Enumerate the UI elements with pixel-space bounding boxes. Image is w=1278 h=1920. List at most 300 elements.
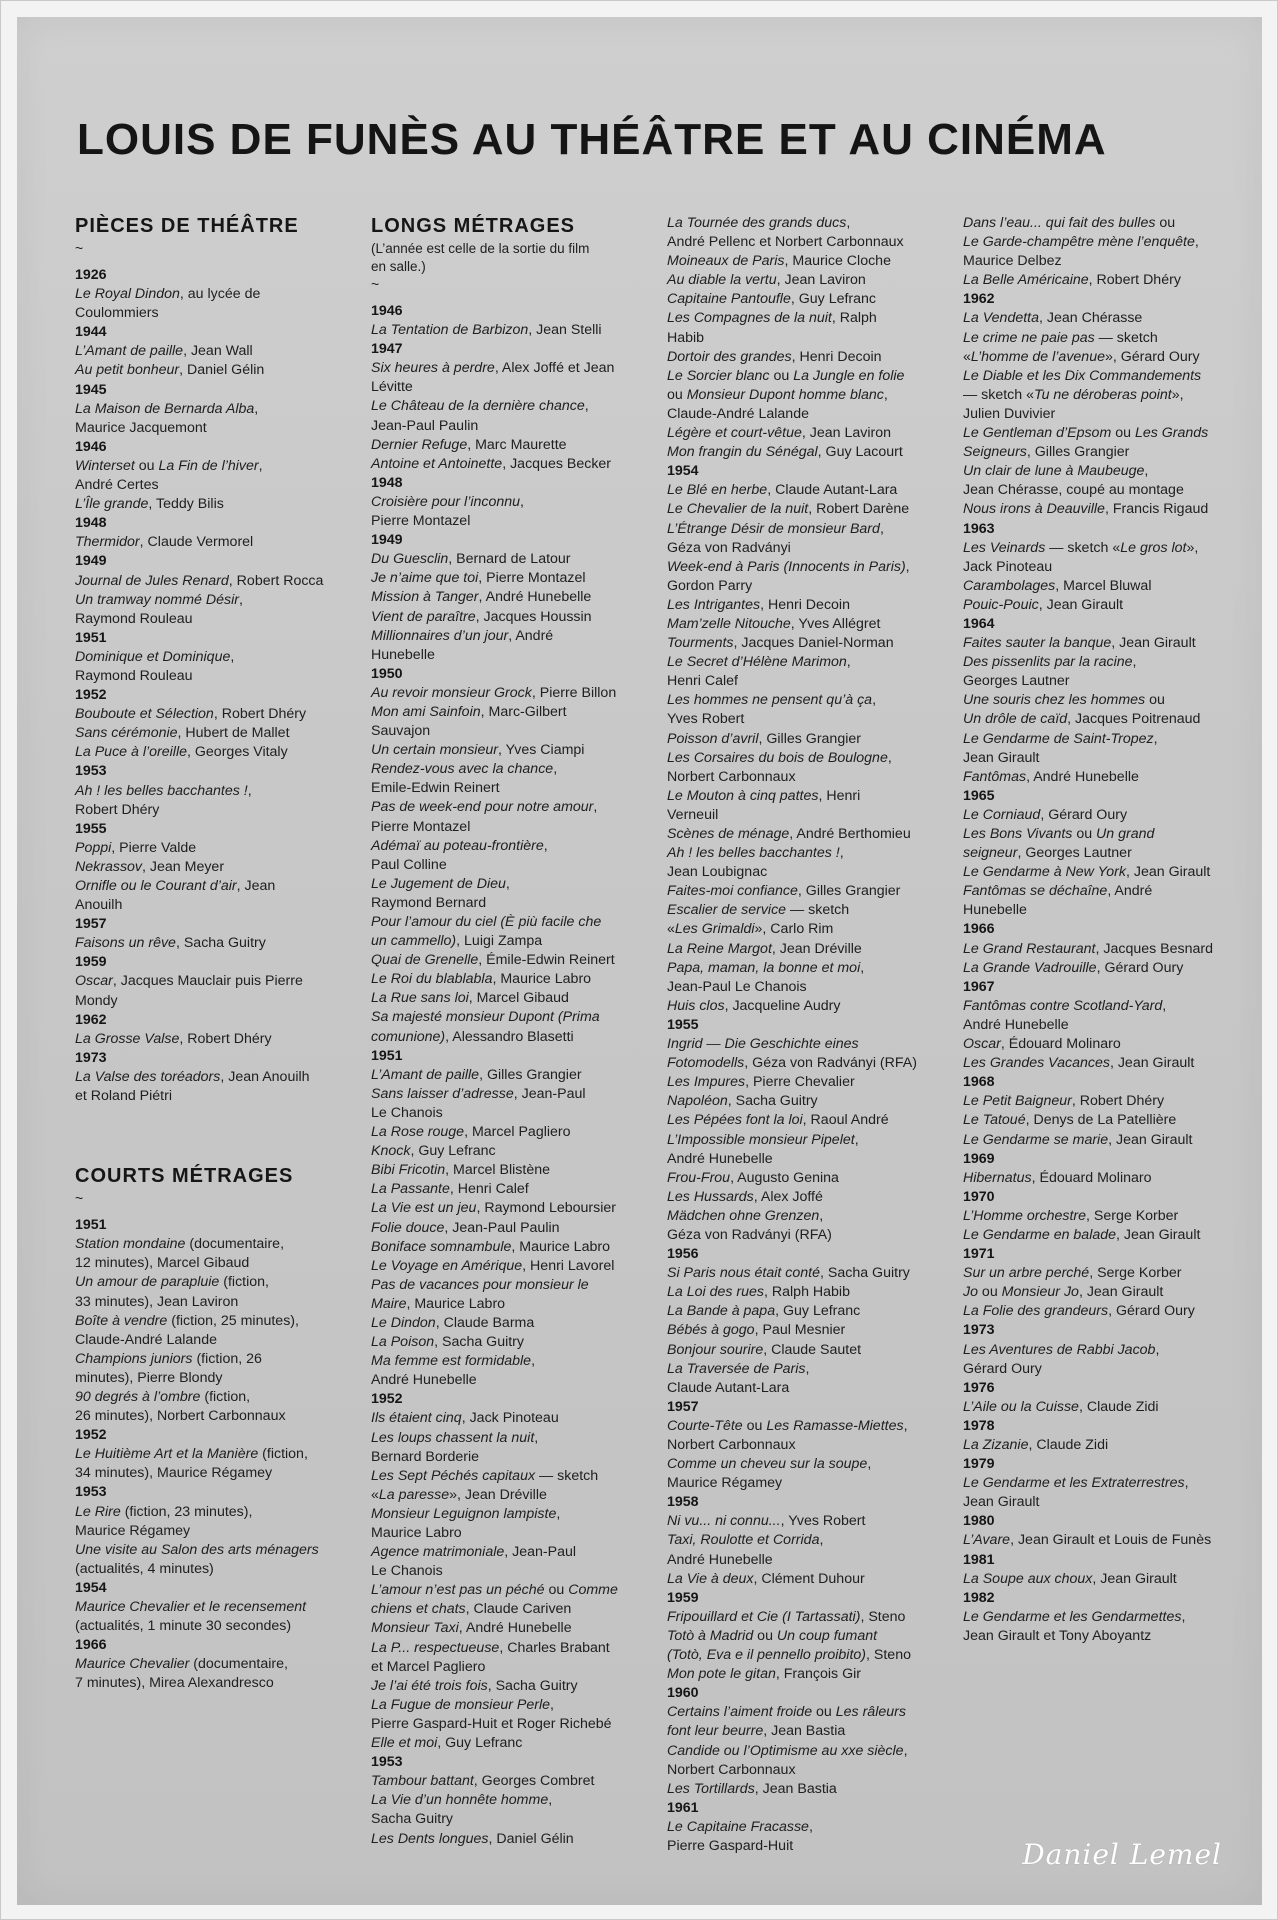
year-label: 1947: [371, 341, 403, 358]
film-title: Monsieur Taxi: [371, 1620, 459, 1637]
film-title: Journal de Jules Renard: [75, 572, 229, 589]
list-item: [371, 397, 656, 416]
list-item: [371, 798, 656, 817]
film-title: La Tournée des grands ducs: [667, 215, 847, 231]
list-item: [667, 1379, 952, 1398]
list-item: [371, 627, 656, 646]
list-item: [963, 1016, 1253, 1035]
credit-text: Pierre Gaspard-Huit et Roger Richebé: [371, 1715, 612, 1732]
film-title: Mon frangin du Sénégal: [667, 444, 818, 461]
year-label: 1950: [371, 665, 403, 682]
list-item: [667, 1283, 952, 1302]
film-title: L’amour n’est pas un péché: [371, 1582, 545, 1599]
year-label: 1973: [963, 1322, 995, 1339]
list-item: [371, 913, 656, 932]
list-item: [75, 361, 350, 380]
film-title: Le Petit Baigneur: [963, 1093, 1072, 1110]
credit-text: , Serge Korber: [1089, 1265, 1182, 1282]
film-title: Jo: [963, 1284, 978, 1301]
list-item: [963, 825, 1253, 844]
film-title: Winterset: [75, 457, 135, 474]
credit-text: », Jean Dréville: [449, 1486, 547, 1503]
list-item: [963, 863, 1253, 882]
film-title: La Vie à deux: [667, 1570, 754, 1587]
film-title: Sans laisser d’adresse: [371, 1085, 514, 1102]
film-title: Je n’aime que toi: [371, 570, 479, 587]
film-title: seigneur: [963, 845, 1018, 862]
list-item: [667, 1188, 952, 1207]
list-item: [371, 1619, 656, 1638]
list-item: [667, 653, 952, 672]
film-title: Le Rire: [75, 1503, 121, 1520]
credit-text: Coulommiers: [75, 305, 159, 322]
credit-text: 26 minutes), Norbert Carbonnaux: [75, 1408, 286, 1425]
film-title: Faisons un rêve: [75, 935, 176, 952]
credit-text: , Pierre Billon: [531, 684, 617, 701]
list-item: [371, 1104, 656, 1123]
film-title: Le Royal Dindon: [75, 286, 180, 303]
credit-text: (actualités, 1 minute 30 secondes): [75, 1618, 292, 1635]
credit-text: , Jacques Besnard: [1095, 940, 1214, 957]
list-item: [667, 691, 952, 710]
credit-text: , Georges Vitaly: [187, 744, 288, 761]
list-item: [667, 424, 952, 443]
film-title: La Maison de Bernarda Alba: [75, 400, 255, 417]
credit-text: — sketch: [786, 902, 850, 919]
film-title: Boîte à vendre: [75, 1312, 168, 1329]
list-item: [75, 1235, 350, 1254]
list-item: [667, 1665, 952, 1684]
film-title: Rendez-vous avec la chance: [371, 761, 554, 778]
year-label: 1949: [75, 553, 107, 570]
credit-text: ,: [1153, 730, 1158, 747]
list-item: [371, 989, 656, 1008]
film-title: La Grande Vadrouille: [963, 959, 1097, 976]
credit-text: ,: [860, 959, 865, 976]
features-tilde: ~: [371, 276, 380, 292]
credit-text: Pierre Gaspard-Huit: [667, 1837, 794, 1854]
film-title: Courte-Tête: [667, 1417, 743, 1434]
film-title: Ah ! les belles bacchantes !: [75, 782, 248, 799]
film-title: Adémaï au poteau-frontière: [371, 837, 544, 854]
list-item: [667, 405, 952, 424]
film-title: Maurice Chevalier: [75, 1656, 190, 1673]
credit-text: , Robert Dhéry: [179, 1030, 272, 1047]
film-title: Bonjour sourire: [667, 1341, 764, 1358]
credit-text: , Sacha Guitry: [820, 1265, 910, 1282]
film-title: Ils étaient cinq: [371, 1410, 462, 1427]
list-item: [371, 1180, 656, 1199]
list-item: [963, 539, 1253, 558]
film-title: La Soupe aux choux: [963, 1570, 1093, 1587]
film-title: L’Impossible monsieur Pipelet: [667, 1131, 855, 1148]
film-title: Tambour battant: [371, 1773, 474, 1790]
credit-text: , Raymond Leboursier: [476, 1200, 617, 1217]
year-label: 1952: [75, 687, 107, 704]
credit-text: , Maurice Cloche: [784, 253, 891, 270]
film-title: Moineaux de Paris: [667, 253, 785, 270]
credit-text: , Alex Joffé: [753, 1188, 823, 1205]
list-item: [75, 667, 350, 686]
year-label: 1964: [963, 615, 995, 632]
list-item: [963, 500, 1253, 519]
list-item: [371, 1238, 656, 1257]
credit-text: , Jean: [236, 878, 276, 894]
credit-text: Julien Duvivier: [963, 405, 1056, 422]
credit-text: ,: [872, 692, 877, 709]
credit-text: Claude-André Lalande: [667, 405, 809, 422]
list-item: [371, 436, 656, 455]
list-item: [371, 1486, 656, 1505]
list-item: [371, 1772, 656, 1791]
list-item: [963, 653, 1253, 672]
list-item: [667, 233, 952, 252]
credit-text: , Charles Brabant: [499, 1639, 610, 1656]
list-item: [963, 1054, 1253, 1073]
credit-text: Jean-Paul Paulin: [371, 417, 479, 434]
credit-text: ,: [903, 1417, 908, 1434]
credit-text: «: [371, 1486, 379, 1503]
list-item: [75, 858, 350, 877]
film-title: Le Gendarme se marie: [963, 1131, 1109, 1148]
list-item: [667, 367, 952, 386]
list-item: [371, 1467, 656, 1486]
list-item: [75, 1541, 350, 1560]
film-title: L’Amant de paille: [371, 1066, 480, 1083]
credit-text: , Pierre Chevalier: [745, 1074, 855, 1091]
year-label: 1965: [963, 787, 995, 804]
list-item: [75, 476, 350, 495]
list-item: [75, 1087, 350, 1106]
credit-text: , Sacha Guitry: [727, 1093, 818, 1110]
year-label: 1957: [667, 1398, 699, 1415]
credit-text: ,: [846, 215, 851, 231]
credit-text: , Henri Calef: [449, 1181, 529, 1198]
film-title: Le Garde-champêtre mène l’enquête: [963, 234, 1195, 251]
film-title: Carambolages: [963, 577, 1056, 594]
film-title: La Loi des rues: [667, 1284, 765, 1301]
list-item: [75, 1369, 350, 1388]
list-item: [963, 1111, 1253, 1130]
features-list-1: [371, 302, 656, 1849]
list-item: [963, 940, 1253, 959]
list-item: [75, 1407, 350, 1426]
credit-text: Jean-Paul Le Chanois: [667, 978, 807, 995]
year-label: 1973: [75, 1049, 107, 1066]
credit-text: (actualités, 4 minutes): [75, 1560, 214, 1577]
list-item: [963, 672, 1253, 691]
list-item: [75, 1445, 350, 1464]
year-label: 1954: [667, 463, 699, 480]
credit-text: Maurice Jacquemont: [75, 419, 207, 436]
list-item: [963, 271, 1253, 290]
year-label: 1951: [371, 1047, 403, 1064]
list-item: [75, 992, 350, 1011]
year-label: 1979: [963, 1456, 995, 1473]
list-item: [75, 1464, 350, 1483]
film-title: Comme: [568, 1582, 618, 1599]
film-title: Ah ! les belles bacchantes !: [667, 845, 840, 862]
list-item: [667, 1264, 952, 1283]
film-title: Seigneurs: [963, 444, 1027, 461]
credit-text: , Jean Laviron: [776, 272, 866, 289]
credit-text: »,: [1186, 539, 1199, 556]
film-title: Boniface somnambule: [371, 1238, 512, 1255]
film-title: La Valse des toréadors: [75, 1068, 221, 1085]
list-item: [75, 839, 350, 858]
film-title: Les loups chassent la nuit: [371, 1429, 535, 1446]
year-label: 1953: [75, 1484, 107, 1501]
credit-text: ou: [812, 1704, 836, 1721]
credit-text: , Teddy Bilis: [148, 496, 224, 513]
credit-text: , André: [508, 627, 554, 644]
film-title: Le Mouton à cinq pattes: [667, 787, 819, 804]
film-title: Un coup fumant: [776, 1627, 878, 1644]
credit-text: , Marc Maurette: [467, 436, 567, 453]
credit-text: , Gilles Grangier: [1026, 444, 1130, 461]
film-title: Dans l’eau... qui fait des bulles: [963, 215, 1156, 231]
credit-text: , Jean Anouilh: [220, 1068, 310, 1085]
credit-text: Géza von Radványi (RFA): [667, 1226, 832, 1243]
list-item: [75, 896, 350, 915]
film-title: Le Tatoué: [963, 1112, 1026, 1129]
list-item: [963, 1207, 1253, 1226]
list-item: [667, 997, 952, 1016]
film-title: L’homme de l’avenue: [970, 348, 1105, 365]
credit-text: Maurice Régamey: [667, 1475, 783, 1492]
film-title: Au petit bonheur: [75, 362, 180, 379]
credit-text: , Denys de La Patellière: [1025, 1112, 1177, 1129]
credit-text: Jack Pinoteau: [963, 558, 1053, 575]
credit-text: André Hunebelle: [963, 1016, 1069, 1033]
list-item: [667, 577, 952, 596]
credit-text: , Steno: [866, 1647, 911, 1664]
credit-text: , Jacques Poitrenaud: [1067, 711, 1201, 728]
shorts-tilde: ~: [75, 1190, 84, 1207]
credit-text: , Maurice Labro: [406, 1295, 506, 1312]
list-item: [963, 214, 1253, 233]
film-title: La Vendetta: [963, 310, 1039, 327]
credit-text: , Jean Bastia: [754, 1780, 837, 1797]
page-title: LOUIS DE FUNÈS AU THÉÂTRE ET AU CINÉMA: [77, 115, 1107, 164]
credit-text: Maurice Delbez: [963, 253, 1062, 270]
list-item: [667, 920, 952, 939]
film-title: Mon ami Sainfoin: [371, 703, 481, 720]
film-title: Le Secret d’Hélène Marimon: [667, 654, 847, 671]
credit-text: , Bernard de Latour: [448, 551, 571, 568]
list-item: [371, 856, 656, 875]
credit-text: ,: [258, 457, 263, 474]
year-label: 1945: [75, 381, 107, 398]
list-item: [667, 825, 952, 844]
list-item: [667, 520, 952, 539]
list-item: [75, 457, 350, 476]
credit-text: Georges Lautner: [963, 673, 1070, 690]
credit-text: , Pierre Valde: [111, 839, 197, 856]
list-item: [667, 1512, 952, 1531]
list-item: [75, 743, 350, 762]
credit-text: , Jacques Becker: [502, 455, 612, 472]
film-title: Bouboute et Sélection: [75, 706, 214, 723]
film-title: Pas de vacances pour monsieur le: [371, 1276, 589, 1293]
list-item: [667, 271, 952, 290]
credit-text: Gérard Oury: [963, 1360, 1042, 1377]
year-label: 1967: [963, 978, 995, 995]
credit-text: , Henri Decoin: [791, 348, 882, 365]
credit-text: Géza von Radványi: [667, 539, 791, 556]
credit-text: Bernard Borderie: [371, 1448, 480, 1465]
credit-text: (fiction, 26: [192, 1350, 262, 1367]
list-item: [371, 741, 656, 760]
credit-text: , Henri Decoin: [760, 596, 850, 613]
film-title: Des pissenlits par la racine: [963, 654, 1133, 671]
shorts-list: [75, 1216, 350, 1693]
film-title: Les Aventures de Rabbi Jacob: [963, 1341, 1156, 1358]
list-item: [371, 1810, 656, 1829]
list-item: [963, 691, 1253, 710]
credit-text: , Jean Girault: [1092, 1570, 1177, 1587]
year-label: 1971: [963, 1246, 995, 1263]
credit-text: , Jean Dréville: [771, 940, 862, 957]
credit-text: ,: [550, 1696, 554, 1713]
list-item: [667, 634, 952, 653]
credit-text: , Claude Barma: [435, 1314, 535, 1331]
credit-text: , Marcel Gibaud: [468, 990, 569, 1007]
year-label: 1961: [667, 1799, 699, 1816]
film-title: Huis clos: [667, 997, 725, 1014]
year-label: 1948: [371, 474, 403, 491]
list-item: [371, 779, 656, 798]
list-item: [75, 1331, 350, 1350]
credit-text: — sketch: [535, 1467, 599, 1484]
credit-text: , Édouard Molinaro: [1031, 1169, 1152, 1186]
credit-text: Norbert Carbonnaux: [667, 1761, 796, 1778]
credit-text: , Guy Lefranc: [775, 1303, 861, 1320]
list-item: [75, 1503, 350, 1522]
film-title: Fantômas se déchaîne: [963, 883, 1108, 900]
list-item: [371, 1199, 656, 1218]
list-item: [667, 1780, 952, 1799]
list-item: [667, 252, 952, 271]
list-item: [963, 1131, 1253, 1150]
list-item: [75, 533, 350, 552]
credit-text: ou: [1145, 692, 1165, 709]
credit-text: ,: [1144, 463, 1149, 480]
list-item: [963, 1226, 1253, 1245]
credit-text: «: [667, 921, 675, 938]
credit-text: ,: [548, 1792, 553, 1809]
list-item: [667, 1627, 952, 1646]
list-item: [963, 558, 1253, 577]
film-title: Maurice Chevalier et le recensement: [75, 1599, 307, 1615]
list-item: [963, 768, 1253, 787]
film-title: Faites sauter la banque: [963, 635, 1112, 652]
film-title: Thermidor: [75, 534, 140, 551]
list-item: [667, 348, 952, 367]
list-item: [963, 710, 1253, 729]
list-item: [963, 1436, 1253, 1455]
credit-text: , Jean Girault: [1116, 1226, 1201, 1243]
list-item: [75, 285, 350, 304]
film-title: Monsieur Dupont homme blanc: [686, 386, 884, 403]
credit-text: 33 minutes), Jean Laviron: [75, 1293, 239, 1310]
year-label: 1959: [667, 1589, 699, 1606]
list-item: [75, 972, 350, 991]
credit-text: , Henri: [818, 787, 861, 804]
credit-text: , Alessandro Blasetti: [445, 1028, 574, 1045]
film-title: Poisson d’avril: [667, 730, 759, 747]
list-item: [371, 703, 656, 722]
list-item: [371, 1123, 656, 1142]
film-title: Comme un cheveu sur la soupe: [667, 1456, 868, 1473]
film-title: Ingrid — Die Geschichte eines: [667, 1036, 859, 1053]
film-title: Capitaine Pantoufle: [667, 291, 791, 308]
credit-text: Lévitte: [371, 379, 413, 396]
credit-text: , Clément Duhour: [753, 1570, 865, 1587]
list-item: [75, 1388, 350, 1407]
film-title: La Rue sans loi: [371, 990, 469, 1007]
column-features-2: [667, 214, 952, 1856]
list-item: [75, 1273, 350, 1292]
film-title: Bibi Fricotin: [371, 1162, 446, 1179]
features-list-2: [667, 214, 952, 1856]
year-label: 1946: [75, 438, 107, 455]
list-item: [963, 634, 1253, 653]
list-item: [371, 1333, 656, 1352]
credit-text: , Paul Mesnier: [754, 1322, 846, 1339]
film-title: Dortoir des grandes: [667, 348, 792, 365]
film-title: Sa majesté monsieur Dupont (Prima: [371, 1009, 600, 1026]
film-title: Mam’zelle Nitouche: [667, 615, 791, 632]
film-title: Nekrassov: [75, 858, 143, 875]
credit-text: ,: [867, 1456, 872, 1473]
credit-text: , Gilles Grangier: [479, 1066, 582, 1083]
credit-text: Jean Girault: [963, 749, 1040, 766]
list-item: [963, 462, 1253, 481]
list-item: [667, 1111, 952, 1130]
year-label: 1952: [75, 1427, 107, 1444]
credit-text: , Marcel Bluwal: [1055, 577, 1152, 594]
film-title: Monsieur Jo: [1001, 1284, 1079, 1301]
credit-text: 7 minutes), Mirea Alexandresco: [75, 1675, 274, 1692]
film-title: Le Grand Restaurant: [963, 940, 1096, 957]
film-title: Week-end à Paris (Innocents in Paris): [667, 558, 906, 575]
credit-text: ,: [819, 1532, 824, 1549]
credit-text: , Robert Darène: [808, 501, 910, 518]
credit-text: 12 minutes), Marcel Gibaud: [75, 1255, 250, 1272]
year-label: 1968: [963, 1074, 995, 1091]
film-title: Les Ramasse-Miettes: [766, 1417, 904, 1434]
credit-text: , Jean-Paul Paulin: [444, 1219, 560, 1236]
credit-text: , Jean Bastia: [763, 1723, 846, 1740]
film-title: Hibernatus: [963, 1169, 1032, 1186]
list-item: [371, 455, 656, 474]
list-item: [371, 1257, 656, 1276]
credit-text: ,: [556, 1505, 561, 1522]
credit-text: , Guy Lefranc: [790, 291, 877, 308]
list-item: [371, 1295, 656, 1314]
list-item: [371, 359, 656, 378]
credit-text: , Henri Lavorel: [522, 1257, 615, 1274]
list-item: [667, 959, 952, 978]
credit-text: , André Hunebelle: [458, 1620, 572, 1637]
list-item: [667, 1742, 952, 1761]
film-title: Quai de Grenelle: [371, 952, 479, 969]
credit-text: ,: [879, 520, 884, 537]
film-title: La Grosse Valse: [75, 1030, 180, 1047]
column-features-3: [963, 214, 1253, 1646]
list-item: [667, 615, 952, 634]
